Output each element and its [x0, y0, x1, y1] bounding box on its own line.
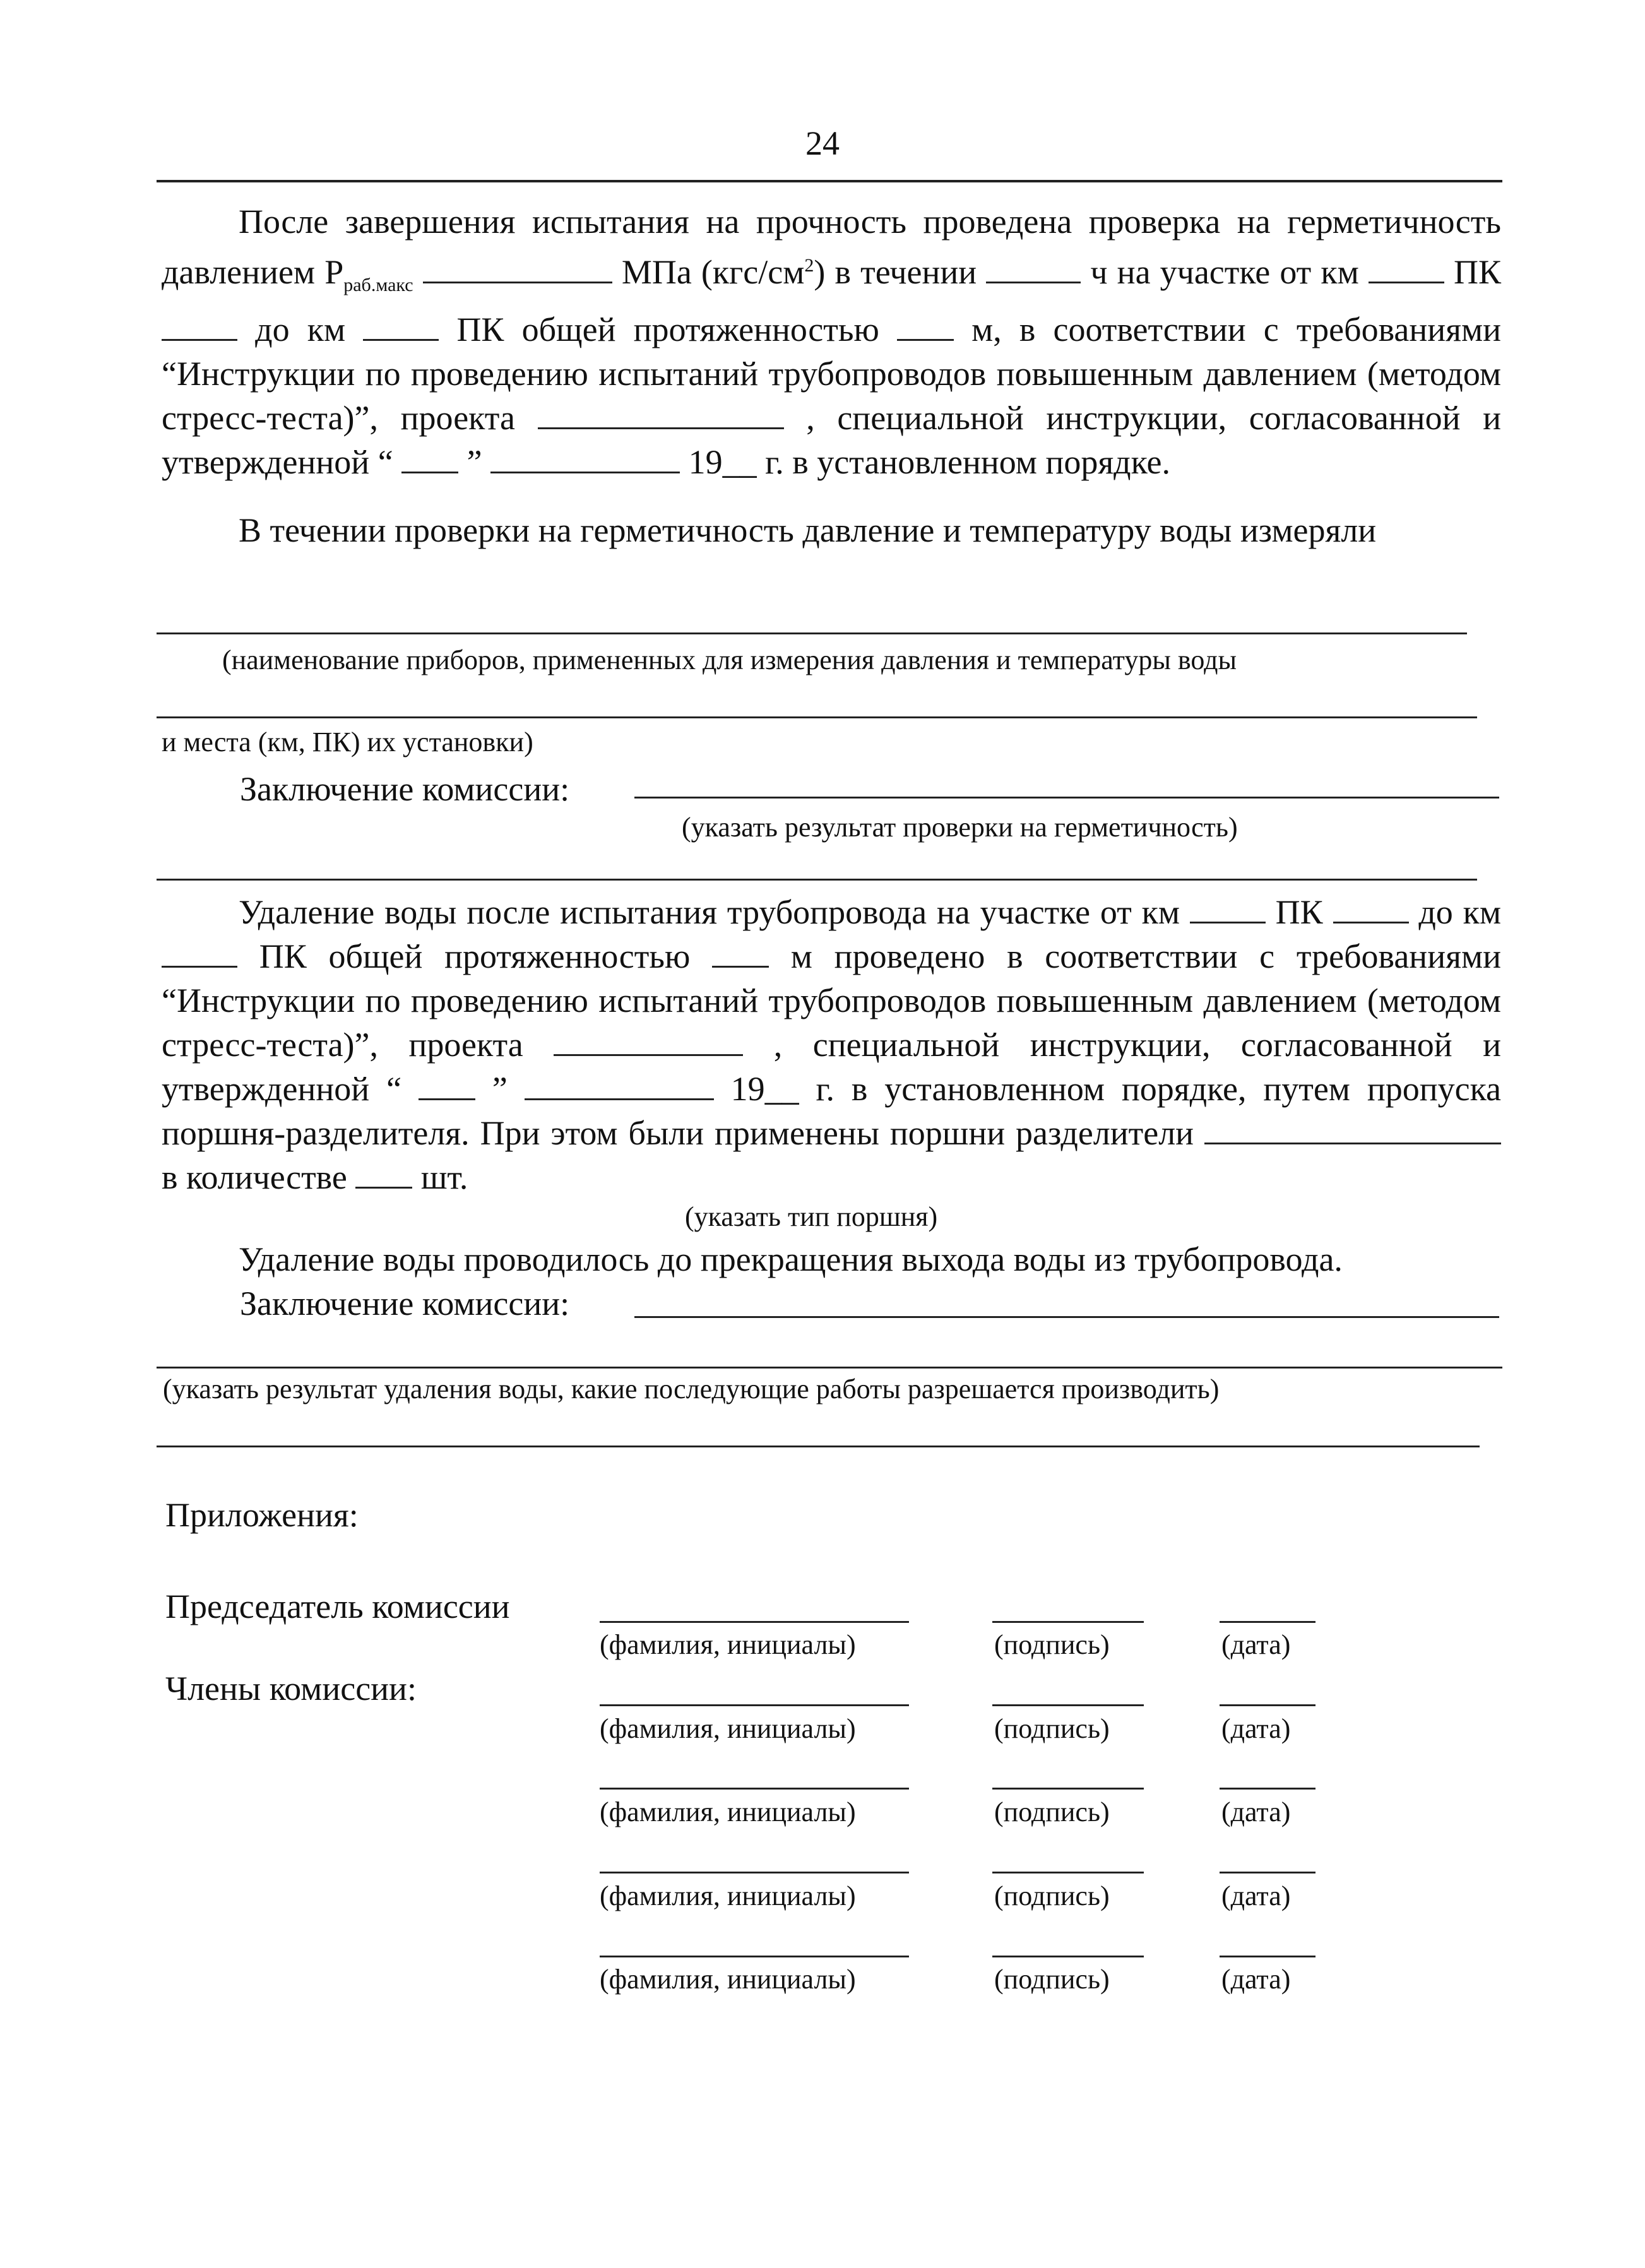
header-divider [157, 180, 1502, 182]
conclusion-line-2c[interactable] [157, 1446, 1480, 1447]
from-pk-field[interactable] [162, 314, 237, 341]
p1-subscript: раб.макс [343, 274, 413, 295]
p1-text-6: до км [255, 310, 346, 348]
p1-text-5: ПК [1454, 253, 1502, 291]
name-line-2[interactable] [600, 1704, 909, 1706]
paragraph-tightness-test [162, 199, 1501, 484]
members-label: Члены комиссии: [165, 1670, 417, 1707]
name-caption-4: (фамилия, инициалы) [600, 1880, 856, 1911]
name-line-5[interactable] [600, 1956, 909, 1957]
name-caption-2: (фамилия, инициалы) [600, 1713, 856, 1744]
appendices-label: Приложения: [165, 1496, 359, 1534]
name-caption-5: (фамилия, инициалы) [600, 1964, 856, 1995]
p3-text-10: шт. [420, 1158, 468, 1196]
removal-approval-day-field[interactable] [419, 1073, 475, 1100]
length-field[interactable] [897, 314, 954, 341]
p3-text-9: в количестве [162, 1158, 347, 1196]
piston-type-field[interactable] [1204, 1117, 1501, 1144]
removal-length-field[interactable] [712, 941, 769, 968]
p3-text-1: Удаление воды после испытания трубопровода на участке от км [239, 893, 1180, 931]
date-line-5[interactable] [1220, 1956, 1315, 1957]
name-caption-1: (фамилия, инициалы) [600, 1629, 856, 1660]
chairman-label: Председатель комиссии [165, 1588, 510, 1625]
caption-tightness: (указать результат проверки на герметичность) [682, 812, 1238, 843]
page-number: 24 [805, 124, 840, 162]
to-km-field[interactable] [363, 314, 439, 341]
p1-text-9: , специальной инструкции, согласованной и утвержденной “ [162, 398, 1502, 481]
caption-instruments: (наименование приборов, примененных для измерения давления и температуры воды [222, 644, 1237, 675]
signature-caption-1: (подпись) [994, 1629, 1110, 1660]
duration-field[interactable] [986, 256, 1081, 283]
paragraph-water-outflow: Удаление воды проводилось до прекращения выхода воды из трубопровода. [239, 1240, 1343, 1278]
name-line-4[interactable] [600, 1872, 909, 1873]
signature-line-3[interactable] [992, 1788, 1144, 1790]
date-caption-5: (дата) [1221, 1964, 1291, 1995]
conclusion-line-2b[interactable] [157, 1367, 1502, 1369]
p1-text-4: ч на участке от км [1090, 253, 1359, 291]
date-line-1[interactable] [1220, 1621, 1315, 1623]
p3-text-2: ПК [1275, 893, 1323, 931]
date-line-3[interactable] [1220, 1788, 1315, 1790]
date-caption-4: (дата) [1221, 1880, 1291, 1911]
p3-text-5: м проведено в соответствии с требованиями “Инструкции по проведению испытаний трубопроводов повышенным давлением (методом стресс-теста)”, проекта [162, 937, 1502, 1064]
date-caption-1: (дата) [1221, 1629, 1291, 1660]
p1-text-11: 19__ г. в установленном порядке. [688, 442, 1170, 481]
approval-day-field[interactable] [401, 446, 458, 473]
removal-from-pk-field[interactable] [1333, 896, 1409, 923]
signature-caption-2: (подпись) [994, 1713, 1110, 1744]
p1-text-2: МПа (кгс/см [621, 253, 805, 291]
conclusion-label-2: Заключение комиссии: [240, 1285, 570, 1322]
p3-text-7: ” [492, 1070, 508, 1108]
caption-water: (указать результат удаления воды, какие последующие работы разрешается производить) [163, 1374, 1220, 1404]
project-field[interactable] [538, 402, 784, 429]
signature-line-5[interactable] [992, 1956, 1144, 1957]
p1-superscript: 2 [804, 255, 814, 276]
date-line-2[interactable] [1220, 1704, 1315, 1706]
from-km-field[interactable] [1369, 256, 1444, 283]
paragraph-water-removal [162, 890, 1501, 1199]
p1-text-3: ) в течении [814, 253, 977, 291]
conclusion-line-1[interactable] [634, 797, 1499, 799]
signature-caption-3: (подпись) [994, 1796, 1110, 1827]
p3-text-3: до км [1418, 893, 1502, 931]
date-caption-2: (дата) [1221, 1713, 1291, 1744]
p3-text-6: , специальной инструкции, согласованной и утвержденной “ [162, 1026, 1502, 1108]
removal-to-km-field[interactable] [162, 941, 237, 968]
conclusion-line-1b[interactable] [157, 879, 1477, 881]
name-line-3[interactable] [600, 1788, 909, 1790]
caption-places: и места (км, ПК) их установки) [162, 727, 533, 757]
signature-line-2[interactable] [992, 1704, 1144, 1706]
name-caption-3: (фамилия, инициалы) [600, 1796, 856, 1827]
p1-text-1: После завершения испытания на прочность проведена проверка на герметичность давлением P [162, 203, 1501, 291]
p3-text-8: 19__ г. в установленном порядке, путем пропуска поршня-разделителя. При этом были применены поршни разделители [162, 1070, 1502, 1152]
signature-line-1[interactable] [992, 1621, 1144, 1623]
approval-month-field[interactable] [490, 446, 680, 473]
date-caption-3: (дата) [1221, 1796, 1291, 1827]
p1-text-7: ПК общей протяженностью [456, 310, 879, 348]
pressure-field[interactable] [423, 256, 612, 283]
removal-approval-month-field[interactable] [525, 1073, 714, 1100]
conclusion-line-2[interactable] [634, 1316, 1499, 1318]
signature-caption-4: (подпись) [994, 1880, 1110, 1911]
conclusion-label-1: Заключение комиссии: [240, 770, 570, 808]
caption-piston: (указать тип поршня) [685, 1201, 938, 1232]
instruments-line[interactable] [157, 632, 1467, 634]
name-line-1[interactable] [600, 1621, 909, 1623]
p1-text-10: ” [466, 442, 482, 481]
p3-text-4: ПК общей протяженностью [259, 937, 691, 975]
p1-text-8: м, в соответствии с требованиями “Инструкции по проведению испытаний трубопроводов повышенным давлением (методом стресс-теста)”, проекта [162, 310, 1502, 437]
piston-count-field[interactable] [355, 1161, 412, 1189]
removal-from-km-field[interactable] [1190, 896, 1266, 923]
date-line-4[interactable] [1220, 1872, 1315, 1873]
places-line[interactable] [157, 716, 1477, 718]
removal-project-field[interactable] [554, 1029, 743, 1056]
signature-caption-5: (подпись) [994, 1964, 1110, 1995]
signature-line-4[interactable] [992, 1872, 1144, 1873]
paragraph-measurement: В течении проверки на герметичность давление и температуру воды измеряли [239, 511, 1377, 549]
